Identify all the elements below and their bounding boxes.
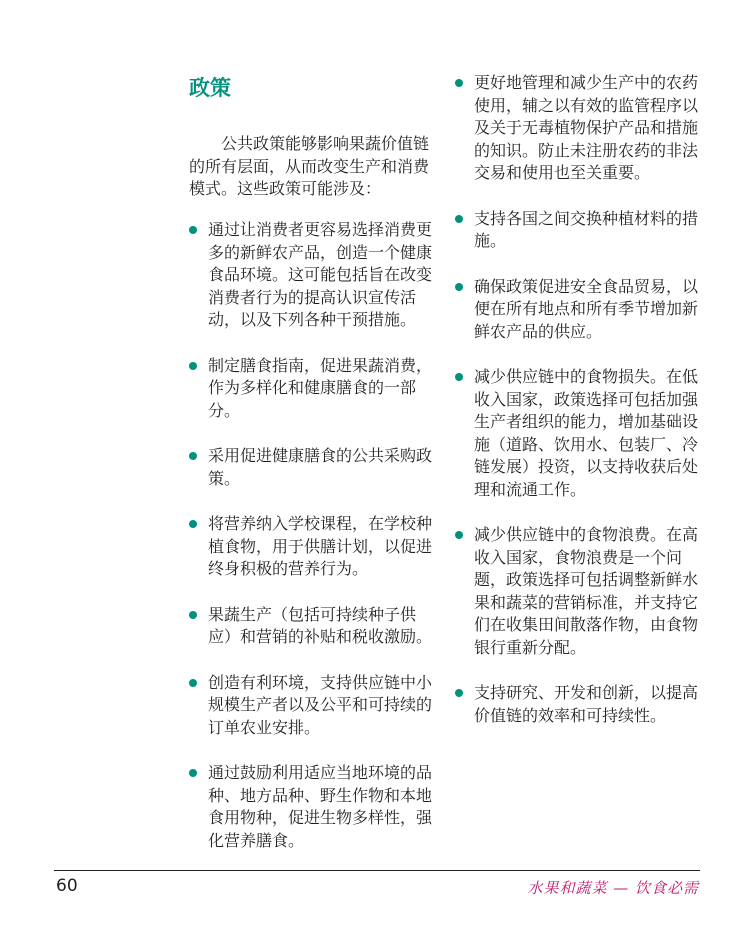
policy-list-left <box>189 219 439 875</box>
bullet-icon <box>189 452 197 460</box>
bullet-icon <box>189 362 197 370</box>
bullet-icon <box>455 531 463 539</box>
bullet-icon <box>455 215 463 223</box>
list-item-text: 减少供应链中的食物浪费。在高收入国家，食物浪费是一个问题，政策选择可包括调整新鲜水果和蔬菜的营销标准，并支持它们在收集田间散落作物，由食物银行重新分配。 <box>474 525 699 657</box>
list-item <box>189 762 439 852</box>
bullet-icon <box>189 679 197 687</box>
footer-divider <box>54 870 700 871</box>
list-item <box>455 682 705 727</box>
bullet-icon <box>189 769 197 777</box>
list-item <box>189 445 439 490</box>
list-item <box>455 366 705 501</box>
bullet-icon <box>455 689 463 697</box>
list-item <box>189 672 439 740</box>
bullet-icon <box>189 520 197 528</box>
policy-list-right <box>455 72 705 750</box>
bullet-icon <box>455 79 463 87</box>
list-item <box>455 524 705 659</box>
list-item-text: 采用促进健康膳食的公共采购政策。 <box>208 446 433 488</box>
list-item-text: 支持各国之间交换种植材料的措施。 <box>474 208 699 250</box>
bullet-icon <box>455 373 463 381</box>
list-item-text: 通过让消费者更容易选择消费更多的新鲜农产品，创造一个健康食品环境。这可能包括旨在改变消费者行为的提高认识宣传活动，以及下列各种干预措施。 <box>208 220 433 329</box>
bullet-icon <box>455 283 463 291</box>
list-item-text: 确保政策促进安全食品贸易，以便在所有地点和所有季节增加新鲜农产品的供应。 <box>474 276 699 341</box>
intro-paragraph: 公共政策能够影响果蔬价值链的所有层面，从而改变生产和消费模式。这些政策可能涉及： <box>189 134 430 198</box>
section-heading: 政策 <box>189 76 231 100</box>
list-item-text: 支持研究、开发和创新，以提高价值链的效率和可持续性。 <box>474 683 699 725</box>
list-item <box>455 72 705 185</box>
bullet-icon <box>189 226 197 234</box>
list-item <box>455 208 705 253</box>
list-item-text: 减少供应链中的食物损失。在低收入国家，政策选择可包括加强生产者组织的能力，增加基础设施（道路、饮用水、包装厂、冷链发展）投资，以支持收获后处理和流通工作。 <box>474 367 699 499</box>
list-item <box>189 604 439 649</box>
list-item <box>455 276 705 344</box>
list-item-text: 更好地管理和减少生产中的农药使用，辅之以有效的监管程序以及关于无毒植物保护产品和措施的知识。防止未注册农药的非法交易和使用也至关重要。 <box>474 73 699 182</box>
list-item-text: 通过鼓励利用适应当地环境的品种、地方品种、野生作物和本地食用物种，促进生物多样性，强化营养膳食。 <box>208 763 433 850</box>
page-number: 60 <box>56 876 78 896</box>
running-title: 水果和蔬菜 — 饮食必需 <box>527 879 699 897</box>
list-item <box>189 219 439 332</box>
list-item-text: 果蔬生产（包括可持续种子供应）和营销的补贴和税收激励。 <box>208 604 433 646</box>
list-item <box>189 355 439 423</box>
list-item-text: 将营养纳入学校课程，在学校种植食物，用于供膳计划，以促进终身积极的营养行为。 <box>208 514 433 578</box>
list-item-text: 制定膳食指南，促进果蔬消费，作为多样化和健康膳食的一部分。 <box>208 355 433 420</box>
list-item-text: 创造有利环境，支持供应链中小规模生产者以及公平和可持续的订单农业安排。 <box>208 672 433 737</box>
list-item <box>189 513 439 581</box>
bullet-icon <box>189 611 197 619</box>
